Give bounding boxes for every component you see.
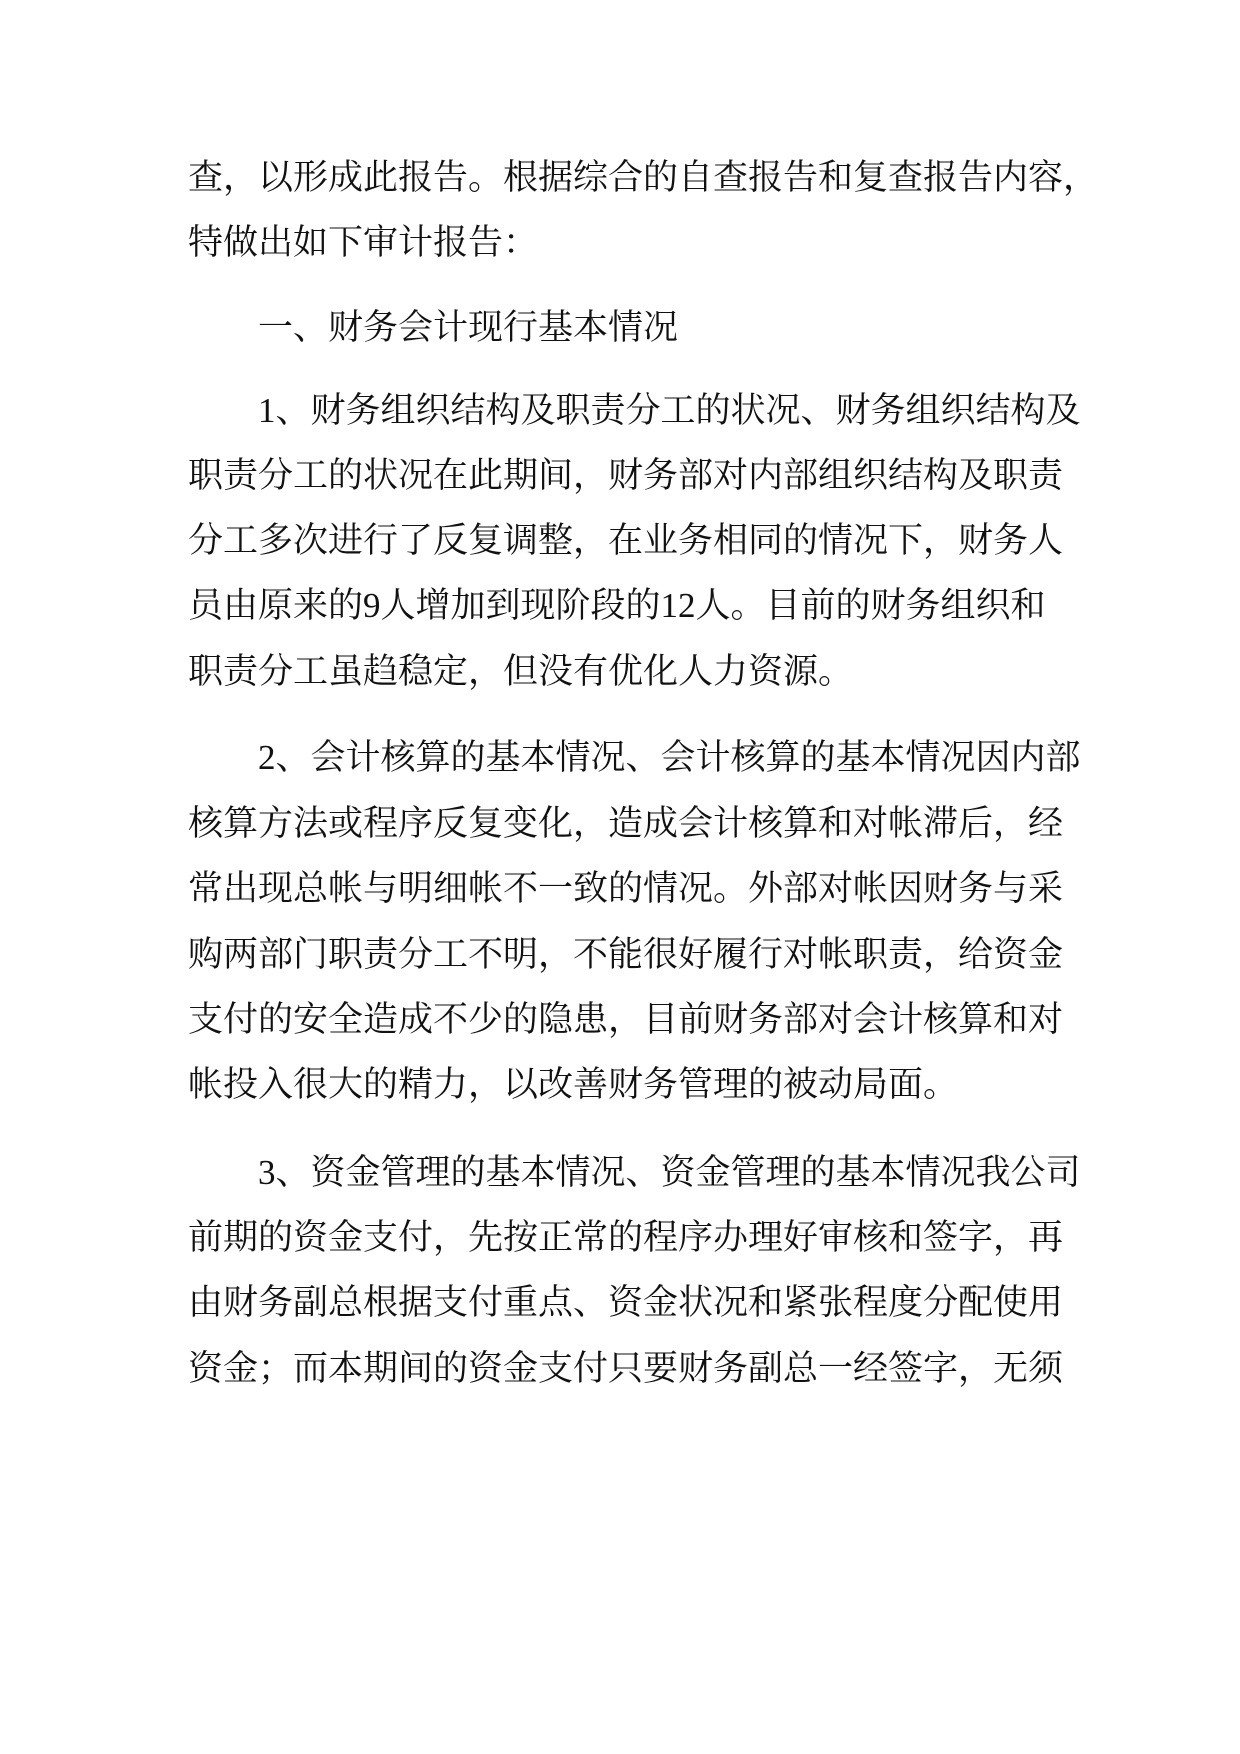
item-1-number: 1: [258, 391, 276, 430]
intro-line-2: 特做出如下审计报告：: [188, 223, 539, 263]
item-1-line-2: 职责分工的状况在此期间，财务部对内部组织结构及职责: [188, 456, 1064, 496]
item-1-line-3: 分工多次进行了反复调整，在业务相同的情况下，财务人: [188, 521, 1064, 561]
item-2-number: 2: [258, 738, 276, 777]
section-heading: 一、财务会计现行基本情况: [258, 308, 679, 348]
item-3-line-1: [258, 1151, 1081, 1195]
item-2-line-3: 常出现总帐与明细帐不一致的情况。外部对帐因财务与采: [188, 869, 1064, 909]
item-1-line-4-c: 人。目前的财务组织和: [695, 586, 1046, 626]
item-3-line-3: 由财务副总根据支付重点、资金状况和紧张程度分配使用: [188, 1283, 1064, 1323]
item-1-count-before: 9: [363, 586, 381, 625]
item-2-line-2: 核算方法或程序反复变化，造成会计核算和对帐滞后，经: [188, 804, 1064, 844]
intro-line-1: 查，以形成此报告。根据综合的自查报告和复查报告内容，: [188, 158, 1099, 198]
item-3-number: 3: [258, 1153, 276, 1192]
item-2-line-6: 帐投入很大的精力，以改善财务管理的被动局面。: [188, 1065, 959, 1105]
item-1-line-1: [258, 389, 1081, 433]
item-2-text-1: 、会计核算的基本情况、会计核算的基本情况因内部: [275, 738, 1081, 778]
item-1-line-4-a: 员由原来的: [188, 586, 364, 626]
item-1-line-4: [188, 584, 1046, 628]
item-2-line-4: 购两部门职责分工不明，不能很好履行对帐职责，给资金: [188, 935, 1064, 975]
item-3-line-2: 前期的资金支付，先按正常的程序办理好审核和签字，再: [188, 1218, 1064, 1258]
item-2-line-1: [258, 736, 1081, 780]
item-3-line-4: 资金；而本期间的资金支付只要财务副总一经签字，无须: [188, 1349, 1064, 1389]
item-3-text-1: 、资金管理的基本情况、资金管理的基本情况我公司: [275, 1153, 1081, 1193]
item-1-line-5: 职责分工虽趋稳定，但没有优化人力资源。: [188, 652, 854, 692]
item-1-count-after: 12: [660, 586, 696, 625]
item-1-text-1: 、财务组织结构及职责分工的状况、财务组织结构及: [275, 391, 1081, 431]
item-2-line-5: 支付的安全造成不少的隐患，目前财务部对会计核算和对: [188, 1000, 1064, 1040]
item-1-line-4-b: 人增加到现阶段的: [380, 586, 661, 626]
